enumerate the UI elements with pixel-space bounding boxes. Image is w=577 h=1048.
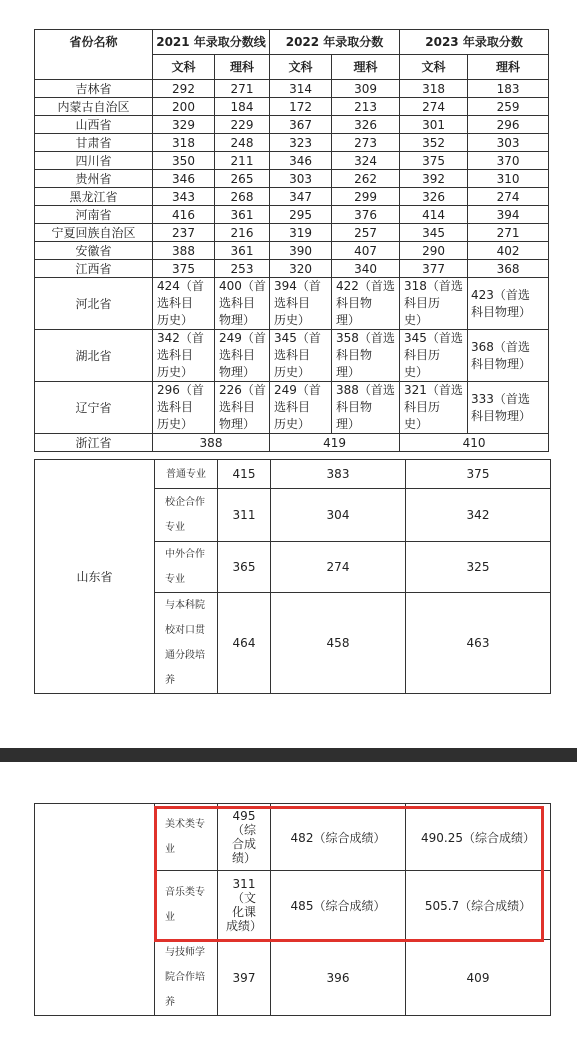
wenke-header: 文科 xyxy=(400,55,468,80)
score-cell: 257 xyxy=(332,224,400,242)
score-cell: 309 xyxy=(332,80,400,98)
score-cell: 318（首选 科目历 史） xyxy=(400,278,468,330)
score-cell: 368 xyxy=(468,260,549,278)
score-cell: 295 xyxy=(270,206,332,224)
score-cell: 326 xyxy=(400,188,468,206)
score-cell: 216 xyxy=(215,224,270,242)
score-cell: 314 xyxy=(270,80,332,98)
province-name xyxy=(35,804,155,1016)
score-cell: 184 xyxy=(215,98,270,116)
score-cell: 423（首选 科目物理） xyxy=(468,278,549,330)
score-cell: 396 xyxy=(271,940,406,1016)
row-label: 校企合作 专业 xyxy=(155,489,218,542)
score-cell: 375 xyxy=(400,152,468,170)
score-cell: 329 xyxy=(153,116,215,134)
score-cell: 347 xyxy=(270,188,332,206)
score-cell: 342 xyxy=(406,489,551,542)
score-cell: 414 xyxy=(400,206,468,224)
score-cell: 365 xyxy=(218,542,271,593)
score-cell: 345（首 选科目 历史） xyxy=(270,330,332,382)
score-cell: 490.25（综合成绩） xyxy=(406,804,551,871)
table-row xyxy=(35,330,549,382)
score-cell: 361 xyxy=(215,242,270,260)
score-cell: 346 xyxy=(270,152,332,170)
row-label: 普通专业 xyxy=(155,460,218,489)
score-cell: 172 xyxy=(270,98,332,116)
score-cell: 237 xyxy=(153,224,215,242)
score-cell: 495 （综 合成 绩） xyxy=(218,804,271,871)
score-cell: 324 xyxy=(332,152,400,170)
score-cell: 376 xyxy=(332,206,400,224)
row-label: 与本科院 校对口贯 通分段培 养 xyxy=(155,593,218,694)
score-cell: 320 xyxy=(270,260,332,278)
province-name: 山东省 xyxy=(35,460,155,694)
table-row xyxy=(35,206,549,224)
province-name: 四川省 xyxy=(35,152,153,170)
table-row xyxy=(35,170,549,188)
score-cell: 290 xyxy=(400,242,468,260)
score-cell: 358（首选 科目物 理） xyxy=(332,330,400,382)
score-cell: 274 xyxy=(468,188,549,206)
score-cell: 326 xyxy=(332,116,400,134)
table-row-zhejiang xyxy=(35,434,549,452)
province-name: 黑龙江省 xyxy=(35,188,153,206)
score-cell: 274 xyxy=(400,98,468,116)
score-cell: 464 xyxy=(218,593,271,694)
score-cell: 321（首选 科目历 史） xyxy=(400,382,468,434)
table-row xyxy=(35,134,549,152)
score-cell: 375 xyxy=(153,260,215,278)
province-name: 浙江省 xyxy=(35,434,153,452)
score-cell: 422（首选 科目物 理） xyxy=(332,278,400,330)
section-divider xyxy=(0,748,577,762)
score-cell: 485（综合成绩） xyxy=(271,871,406,940)
like-header: 理科 xyxy=(468,55,549,80)
province-header: 省份名称 xyxy=(35,30,153,80)
province-name: 吉林省 xyxy=(35,80,153,98)
score-cell: 292 xyxy=(153,80,215,98)
score-cell: 367 xyxy=(270,116,332,134)
row-label: 美术类专 业 xyxy=(155,804,218,871)
score-cell: 343 xyxy=(153,188,215,206)
score-cell: 392 xyxy=(400,170,468,188)
score-cell: 346 xyxy=(153,170,215,188)
score-cell: 388（首选 科目物 理） xyxy=(332,382,400,434)
province-name: 山西省 xyxy=(35,116,153,134)
province-name: 河北省 xyxy=(35,278,153,330)
province-name: 内蒙古自治区 xyxy=(35,98,153,116)
score-cell: 370 xyxy=(468,152,549,170)
score-cell: 394 xyxy=(468,206,549,224)
score-cell: 352 xyxy=(400,134,468,152)
score-cell: 319 xyxy=(270,224,332,242)
score-cell: 345（首选 科目历 史） xyxy=(400,330,468,382)
province-name: 宁夏回族自治区 xyxy=(35,224,153,242)
score-cell: 271 xyxy=(215,80,270,98)
like-header: 理科 xyxy=(332,55,400,80)
score-cell: 416 xyxy=(153,206,215,224)
table-row xyxy=(35,80,549,98)
score-cell: 397 xyxy=(218,940,271,1016)
province-name: 安徽省 xyxy=(35,242,153,260)
province-name: 辽宁省 xyxy=(35,382,153,434)
row-label: 中外合作 专业 xyxy=(155,542,218,593)
year-2022-header: 2022 年录取分数 xyxy=(270,30,400,55)
score-cell: 323 xyxy=(270,134,332,152)
table-row xyxy=(35,152,549,170)
score-cell: 248 xyxy=(215,134,270,152)
score-cell: 424（首 选科目 历史） xyxy=(153,278,215,330)
score-cell: 383 xyxy=(271,460,406,489)
score-cell: 304 xyxy=(271,489,406,542)
score-cell: 249（首 选科目 历史） xyxy=(270,382,332,434)
score-cell: 213 xyxy=(332,98,400,116)
score-cell: 458 xyxy=(271,593,406,694)
score-cell: 274 xyxy=(271,542,406,593)
score-cell: 419 xyxy=(270,434,400,452)
score-cell: 377 xyxy=(400,260,468,278)
table-row xyxy=(35,98,549,116)
score-cell: 345 xyxy=(400,224,468,242)
score-cell: 226（首 选科目 物理） xyxy=(215,382,270,434)
year-2023-header: 2023 年录取分数 xyxy=(400,30,549,55)
score-cell: 400（首 选科目 物理） xyxy=(215,278,270,330)
province-name: 湖北省 xyxy=(35,330,153,382)
province-name: 甘肃省 xyxy=(35,134,153,152)
score-cell: 340 xyxy=(332,260,400,278)
score-cell: 268 xyxy=(215,188,270,206)
score-cell: 318 xyxy=(400,80,468,98)
score-cell: 350 xyxy=(153,152,215,170)
score-cell: 299 xyxy=(332,188,400,206)
province-name: 江西省 xyxy=(35,260,153,278)
score-cell: 333（首选 科目物理） xyxy=(468,382,549,434)
score-cell: 296（首 选科目 历史） xyxy=(153,382,215,434)
table-row xyxy=(35,188,549,206)
score-cell: 402 xyxy=(468,242,549,260)
score-cell: 271 xyxy=(468,224,549,242)
score-cell: 311 xyxy=(218,489,271,542)
score-cell: 183 xyxy=(468,80,549,98)
wenke-header: 文科 xyxy=(153,55,215,80)
score-cell: 318 xyxy=(153,134,215,152)
score-cell: 249（首 选科目 物理） xyxy=(215,330,270,382)
row-label: 与技师学 院合作培 养 xyxy=(155,940,218,1016)
score-cell: 342（首 选科目 历史） xyxy=(153,330,215,382)
score-cell: 407 xyxy=(332,242,400,260)
score-cell: 311 （文 化课 成绩） xyxy=(218,871,271,940)
table-row xyxy=(35,278,549,330)
table-row xyxy=(35,382,549,434)
score-cell: 310 xyxy=(468,170,549,188)
score-cell: 368（首选 科目物理） xyxy=(468,330,549,382)
lower-table xyxy=(34,803,551,1016)
score-cell: 361 xyxy=(215,206,270,224)
blank-gap xyxy=(0,700,577,748)
admission-score-table xyxy=(34,29,549,452)
row-label: 音乐类专 业 xyxy=(155,871,218,940)
score-cell: 390 xyxy=(270,242,332,260)
score-cell: 463 xyxy=(406,593,551,694)
table-row xyxy=(35,116,549,134)
score-cell: 410 xyxy=(400,434,549,452)
score-cell: 375 xyxy=(406,460,551,489)
score-cell: 482（综合成绩） xyxy=(271,804,406,871)
score-cell: 259 xyxy=(468,98,549,116)
table-row xyxy=(35,804,551,871)
score-cell: 211 xyxy=(215,152,270,170)
score-cell: 505.7（综合成绩） xyxy=(406,871,551,940)
province-name: 河南省 xyxy=(35,206,153,224)
table-row xyxy=(35,224,549,242)
header-row xyxy=(35,30,549,55)
shandong-table xyxy=(34,459,551,694)
score-cell: 301 xyxy=(400,116,468,134)
score-cell: 253 xyxy=(215,260,270,278)
score-cell: 296 xyxy=(468,116,549,134)
score-cell: 409 xyxy=(406,940,551,1016)
score-cell: 200 xyxy=(153,98,215,116)
table-row xyxy=(35,460,551,489)
score-cell: 388 xyxy=(153,242,215,260)
province-name: 贵州省 xyxy=(35,170,153,188)
score-cell: 303 xyxy=(270,170,332,188)
score-cell: 265 xyxy=(215,170,270,188)
score-cell: 388 xyxy=(153,434,270,452)
table-row xyxy=(35,260,549,278)
year-2021-header: 2021 年录取分数线 xyxy=(153,30,270,55)
score-cell: 415 xyxy=(218,460,271,489)
score-cell: 325 xyxy=(406,542,551,593)
score-cell: 394（首 选科目 历史） xyxy=(270,278,332,330)
wenke-header: 文科 xyxy=(270,55,332,80)
score-cell: 262 xyxy=(332,170,400,188)
like-header: 理科 xyxy=(215,55,270,80)
score-cell: 273 xyxy=(332,134,400,152)
table-row xyxy=(35,242,549,260)
score-cell: 229 xyxy=(215,116,270,134)
score-cell: 303 xyxy=(468,134,549,152)
